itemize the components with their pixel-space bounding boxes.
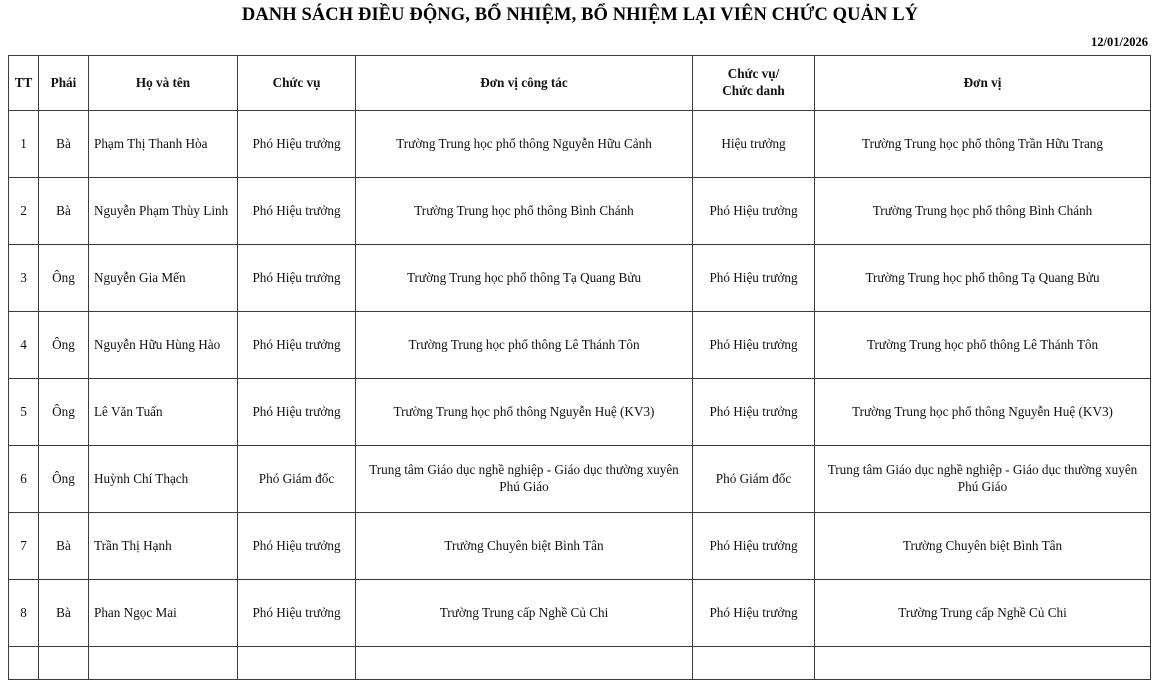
cell-tt: 6 xyxy=(9,446,39,513)
cell-position: Phó Hiệu trưởng xyxy=(238,178,356,245)
cell-new-unit: Trường Chuyên biệt Bình Tân xyxy=(815,513,1151,580)
cell-new-unit: Trường Trung học phổ thông Trần Hữu Trang xyxy=(815,111,1151,178)
column-header-work-unit: Đơn vị công tác xyxy=(356,56,693,111)
cell-new-unit: Trường Trung cấp Nghề Củ Chi xyxy=(815,580,1151,647)
column-header-tt: TT xyxy=(9,56,39,111)
cell-phai: Ông xyxy=(39,379,89,446)
column-header-phai: Phái xyxy=(39,56,89,111)
cell-work-unit: Trường Trung học phổ thông Tạ Quang Bửu xyxy=(356,245,693,312)
document-date: 12/01/2026 xyxy=(1091,35,1148,50)
header-row xyxy=(9,56,1151,111)
column-header-position: Chức vụ xyxy=(238,56,356,111)
page-title: DANH SÁCH ĐIỀU ĐỘNG, BỔ NHIỆM, BỔ NHIỆM LẠI VIÊN CHỨC QUẢN LÝ xyxy=(241,5,919,25)
column-header-full-name: Họ và tên xyxy=(89,56,238,111)
cell-position xyxy=(238,647,356,680)
cell-new-position: Hiệu trưởng xyxy=(693,111,815,178)
cell-phai: Bà xyxy=(39,580,89,647)
cell-new-unit: Trường Trung học phổ thông Nguyễn Huệ (KV3) xyxy=(815,379,1151,446)
cell-work-unit: Trường Trung học phổ thông Nguyễn Huệ (KV3) xyxy=(356,379,693,446)
cell-new-position: Phó Hiệu trưởng xyxy=(693,379,815,446)
cell-full-name: Nguyễn Hữu Hùng Hào xyxy=(89,312,238,379)
cell-new-unit: Trung tâm Giáo dục nghề nghiệp - Giáo dục thường xuyên Phú Giáo xyxy=(815,446,1151,513)
column-header-new-position-line1: Chức vụ/ xyxy=(727,66,780,82)
management-officials-table xyxy=(8,55,1151,680)
cell-tt: 3 xyxy=(9,245,39,312)
cell-new-position: Phó Hiệu trưởng xyxy=(693,312,815,379)
cell-new-position: Phó Hiệu trưởng xyxy=(693,245,815,312)
cell-full-name: Nguyễn Gia Mến xyxy=(89,245,238,312)
cell-work-unit: Trường Chuyên biệt Bình Tân xyxy=(356,513,693,580)
cell-phai: Ông xyxy=(39,245,89,312)
cell-work-unit xyxy=(356,647,693,680)
cell-position: Phó Hiệu trưởng xyxy=(238,245,356,312)
cell-new-unit: Trường Trung học phổ thông Bình Chánh xyxy=(815,178,1151,245)
table-container xyxy=(0,55,1160,680)
cell-full-name: Trần Thị Hạnh xyxy=(89,513,238,580)
table-row xyxy=(9,111,1151,178)
cell-new-position: Phó Hiệu trưởng xyxy=(693,178,815,245)
cell-full-name: Nguyễn Phạm Thùy Linh xyxy=(89,178,238,245)
cell-new-position xyxy=(693,647,815,680)
cell-phai: Ông xyxy=(39,446,89,513)
cell-work-unit: Trường Trung học phổ thông Nguyễn Hữu Cảnh xyxy=(356,111,693,178)
table-row xyxy=(9,513,1151,580)
cell-new-unit xyxy=(815,647,1151,680)
table-row xyxy=(9,312,1151,379)
cell-new-position: Phó Hiệu trưởng xyxy=(693,513,815,580)
column-header-new-position xyxy=(693,56,815,111)
cell-phai: Bà xyxy=(39,513,89,580)
cell-new-position: Phó Giám đốc xyxy=(693,446,815,513)
column-header-new-position-line2: Chức danh xyxy=(722,83,785,99)
table-row xyxy=(9,245,1151,312)
cell-new-unit: Trường Trung học phổ thông Lê Thánh Tôn xyxy=(815,312,1151,379)
cell-full-name: Lê Văn Tuấn xyxy=(89,379,238,446)
cell-tt: 4 xyxy=(9,312,39,379)
table-header xyxy=(9,56,1151,111)
cell-full-name: Huỳnh Chí Thạch xyxy=(89,446,238,513)
table-row-empty xyxy=(9,647,1151,680)
column-header-new-unit: Đơn vị xyxy=(815,56,1151,111)
table-body xyxy=(9,111,1151,680)
table-row xyxy=(9,446,1151,513)
cell-work-unit: Trung tâm Giáo dục nghề nghiệp - Giáo dục thường xuyên Phú Giáo xyxy=(356,446,693,513)
cell-position: Phó Hiệu trưởng xyxy=(238,580,356,647)
cell-full-name: Phan Ngọc Mai xyxy=(89,580,238,647)
cell-work-unit: Trường Trung học phổ thông Bình Chánh xyxy=(356,178,693,245)
cell-phai: Bà xyxy=(39,178,89,245)
cell-phai: Bà xyxy=(39,111,89,178)
cell-new-unit: Trường Trung học phổ thông Tạ Quang Bửu xyxy=(815,245,1151,312)
cell-phai: Ông xyxy=(39,312,89,379)
table-row xyxy=(9,379,1151,446)
cell-full-name: Phạm Thị Thanh Hòa xyxy=(89,111,238,178)
table-row xyxy=(9,580,1151,647)
cell-new-position: Phó Hiệu trưởng xyxy=(693,580,815,647)
cell-work-unit: Trường Trung học phổ thông Lê Thánh Tôn xyxy=(356,312,693,379)
cell-position: Phó Hiệu trưởng xyxy=(238,379,356,446)
cell-tt: 8 xyxy=(9,580,39,647)
cell-position: Phó Hiệu trưởng xyxy=(238,111,356,178)
cell-full-name xyxy=(89,647,238,680)
cell-position: Phó Hiệu trưởng xyxy=(238,513,356,580)
cell-tt: 5 xyxy=(9,379,39,446)
cell-tt: 2 xyxy=(9,178,39,245)
cell-position: Phó Hiệu trưởng xyxy=(238,312,356,379)
cell-tt: 7 xyxy=(9,513,39,580)
table-row xyxy=(9,178,1151,245)
cell-work-unit: Trường Trung cấp Nghề Củ Chi xyxy=(356,580,693,647)
cell-phai xyxy=(39,647,89,680)
cell-position: Phó Giám đốc xyxy=(238,446,356,513)
cell-tt: 1 xyxy=(9,111,39,178)
cell-tt xyxy=(9,647,39,680)
